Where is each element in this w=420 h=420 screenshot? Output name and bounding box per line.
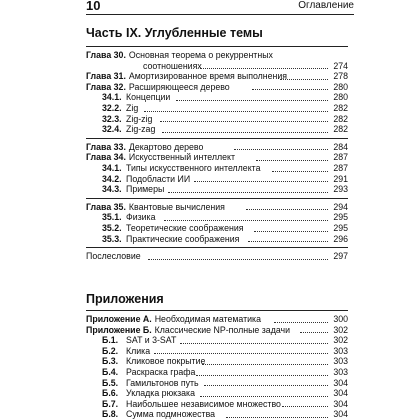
entry-number: Глава 31.	[86, 71, 126, 82]
leader-dots	[204, 385, 328, 386]
leader-dots	[160, 121, 328, 122]
leader-dots	[274, 322, 328, 323]
entry-label: Физика	[126, 212, 156, 223]
entry-label: SAT и 3-SAT	[126, 335, 177, 346]
toc-entry-34-2[interactable]	[86, 174, 348, 185]
toc-entry-ch34[interactable]	[86, 152, 348, 163]
entry-page: 282	[333, 102, 348, 113]
entry-number: Б.4.	[102, 366, 119, 377]
leader-dots	[164, 220, 328, 221]
leader-dots	[252, 89, 328, 90]
entry-number: 35.1.	[102, 212, 122, 223]
toc-entry-ch35[interactable]	[86, 202, 348, 213]
entry-page: 287	[333, 162, 348, 173]
toc-entry-32-1[interactable]	[86, 92, 348, 103]
toc-entry-ch30[interactable]	[86, 50, 348, 71]
entry-label: Практические соображения	[126, 233, 240, 244]
entry-number: Приложение А.	[86, 314, 152, 324]
entry-page: 295	[333, 222, 348, 233]
toc-entry-b4[interactable]	[86, 367, 348, 378]
entry-number: Глава 32.	[86, 81, 126, 92]
leader-dots	[280, 79, 328, 80]
entry-label: Zig	[126, 102, 139, 113]
entry-page: 287	[333, 152, 348, 163]
page-number: 10	[86, 0, 101, 13]
leader-dots	[300, 332, 328, 333]
toc-entry-32-2[interactable]	[86, 103, 348, 114]
entry-page: 295	[333, 212, 348, 223]
toc-entry-appendix-a[interactable]	[86, 314, 348, 325]
entry-page: 302	[333, 335, 348, 346]
entry-label: Zig-zag	[126, 124, 156, 135]
entry-page: 296	[333, 233, 348, 244]
entry-label: Гамильтонов путь	[126, 377, 199, 388]
toc-entry-b8[interactable]	[86, 409, 348, 420]
leader-dots	[168, 192, 328, 193]
entry-label: Амортизированное время выполнения	[128, 71, 288, 82]
leader-dots	[194, 181, 328, 182]
part-toc	[86, 46, 348, 262]
leader-dots	[248, 241, 328, 242]
entry-page: 278	[333, 71, 348, 82]
entry-label: Подобласти ИИ	[126, 173, 191, 184]
entry-label: Теоретические соображения	[126, 222, 244, 233]
toc-entry-35-3[interactable]	[86, 234, 348, 245]
entry-number: Б.2.	[102, 345, 119, 356]
toc-entry-afterword[interactable]	[86, 251, 348, 262]
toc-entry-32-3[interactable]	[86, 114, 348, 125]
leader-dots	[226, 417, 328, 418]
entry-page: 274	[333, 60, 348, 71]
entry-number: Б.6.	[102, 388, 119, 399]
leader-dots	[254, 231, 328, 232]
toc-entry-34-1[interactable]	[86, 163, 348, 174]
entry-page: 284	[333, 141, 348, 152]
entry-number: Б.5.	[102, 377, 119, 388]
toc-entry-34-3[interactable]	[86, 184, 348, 195]
entry-number: 34.1.	[102, 92, 122, 103]
entry-label: Концепции	[126, 92, 171, 103]
entry-page: 303	[333, 345, 348, 356]
toc-entry-b7[interactable]	[86, 399, 348, 410]
entry-number: 32.3.	[102, 113, 122, 124]
entry-number: 34.2.	[102, 173, 122, 184]
entry-page: 280	[333, 92, 348, 103]
entry-number: 32.4.	[102, 124, 122, 135]
entry-label: Послесловие	[86, 251, 141, 262]
leader-dots	[200, 68, 328, 69]
entry-page: 280	[333, 81, 348, 92]
entry-page: 282	[333, 113, 348, 124]
entry-page: 294	[333, 201, 348, 212]
leader-dots	[282, 406, 328, 407]
entry-label: Основная теорема о рекуррентных	[128, 50, 273, 60]
entry-page: 293	[333, 184, 348, 195]
toc-entry-b6[interactable]	[86, 388, 348, 399]
leader-dots	[180, 343, 328, 344]
entry-label: Кликовое покрытие	[126, 356, 206, 367]
appendices-title: Приложения	[86, 292, 164, 306]
part-title: Часть IX. Углубленные темы	[86, 26, 263, 40]
entry-page: 304	[333, 377, 348, 388]
entry-label: Укладка рюкзака	[126, 388, 195, 399]
page-header	[86, 0, 354, 15]
entry-page: 291	[333, 173, 348, 184]
entry-label: Типы искусственного интеллекта	[126, 162, 261, 173]
entry-number: Б.3.	[102, 356, 119, 367]
toc-entry-ch33[interactable]	[86, 142, 348, 153]
toc-entry-35-1[interactable]	[86, 212, 348, 223]
entry-number: Глава 30.	[86, 50, 126, 60]
entry-page: 304	[333, 398, 348, 409]
leader-dots	[144, 111, 328, 112]
entry-page: 304	[333, 388, 348, 399]
entry-number: 35.2.	[102, 222, 122, 233]
leader-dots	[202, 364, 328, 365]
entry-number: 32.2.	[102, 102, 122, 113]
toc-entry-b1[interactable]	[86, 335, 348, 346]
entry-label: Клика	[126, 345, 151, 356]
toc-entry-35-2[interactable]	[86, 223, 348, 234]
toc-entry-32-4[interactable]	[86, 124, 348, 135]
leader-dots	[176, 100, 328, 101]
leader-dots	[162, 132, 328, 133]
leader-dots	[256, 160, 328, 161]
entry-number: 35.3.	[102, 233, 122, 244]
leader-dots	[196, 375, 328, 376]
entry-page: 303	[333, 356, 348, 367]
leader-dots	[234, 149, 328, 150]
entry-label-continued: соотношениях	[143, 60, 202, 71]
toc-entry-b3[interactable]	[86, 356, 348, 367]
entry-label: Декартово дерево	[128, 141, 204, 152]
toc-entry-b2[interactable]	[86, 346, 348, 357]
running-head: Оглавление	[298, 0, 354, 11]
entry-number: Глава 34.	[86, 152, 126, 163]
entry-page: 297	[333, 251, 348, 262]
entry-page: 282	[333, 124, 348, 135]
entry-number: Б.7.	[102, 398, 119, 409]
entry-label: Сумма подмножества	[126, 409, 216, 420]
entry-number: 34.3.	[102, 184, 122, 195]
entry-label: Zig-zig	[126, 113, 153, 124]
entry-number: Б.1.	[102, 335, 119, 346]
leader-dots	[200, 396, 328, 397]
leader-dots	[246, 209, 328, 210]
leader-dots	[148, 259, 328, 260]
entry-number: Приложение Б.	[86, 324, 152, 335]
entry-label: Квантовые вычисления	[128, 201, 225, 212]
toc-entry-ch32[interactable]	[86, 82, 348, 93]
toc-entry-appendix-b[interactable]	[86, 325, 348, 336]
entry-page: 302	[333, 324, 348, 335]
entry-label: Искусственный интеллект	[128, 152, 235, 163]
entry-page: 303	[333, 366, 348, 377]
leader-dots	[154, 353, 328, 354]
entry-label: Необходимая математика	[154, 314, 261, 324]
entry-label: Наибольшее независимое множество	[126, 398, 281, 409]
entry-label: Раскраска графа	[126, 366, 196, 377]
entry-page: 300	[333, 314, 348, 324]
entry-page: 304	[333, 409, 348, 420]
appendices-toc	[86, 310, 348, 420]
entry-number: Глава 35.	[86, 201, 126, 212]
entry-number: Глава 33.	[86, 141, 126, 152]
entry-label: Классические NP-полные задачи	[154, 324, 291, 335]
entry-number: Б.8.	[102, 409, 119, 420]
leader-dots	[272, 171, 328, 172]
entry-number: 34.1.	[102, 162, 122, 173]
entry-label: Примеры	[126, 184, 165, 195]
toc-entry-ch31[interactable]	[86, 71, 348, 82]
toc-entry-b5[interactable]	[86, 378, 348, 389]
entry-label: Расширяющееся дерево	[128, 81, 230, 92]
